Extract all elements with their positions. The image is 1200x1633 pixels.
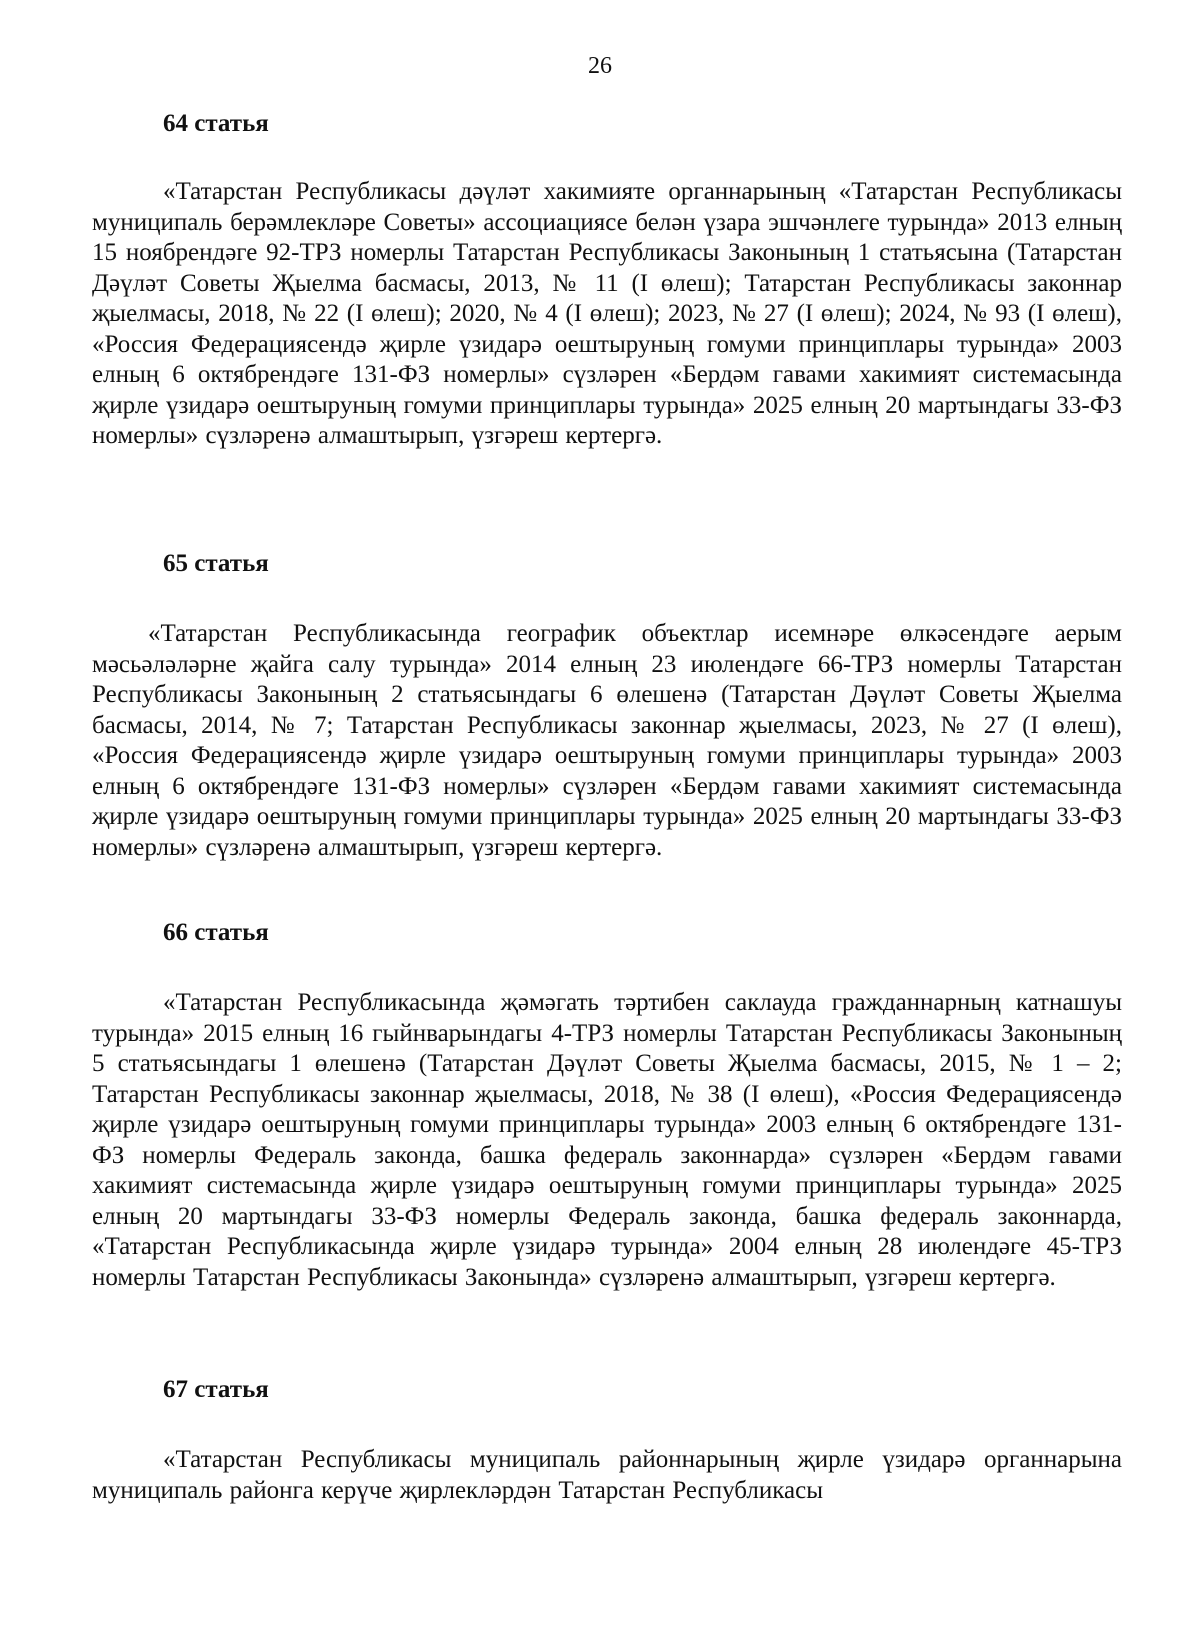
article-text: «Татарстан Республикасы муниципаль районнарының җирле үзидарә органнарына муниципаль районга керүче җирлекләрдән Татарстан Республикасы <box>92 1446 1122 1504</box>
article-text: «Татарстан Республикасында җәмәгать тәртибен саклауда гражданнарның катнашуы турында» 2015 елның 16 гыйнварындагы 4-ТРЗ номерлы Татарстан Республикасы Законының 5 статьясындагы 1 өлешенә (Татарстан Дәүләт Советы Җыелма басмасы, 2015, № 1 – 2; Татарстан Республикасы законнар җыелмасы, 2018, № 38 (I өлеш), «Россия Федерациясендә җирле үзидарә оештыруның гомуми принциплары турында» 2003 елның 6 октябрендәге 131-ФЗ номерлы Федераль законда, башка федераль законнарда» сүзләрен «Бердәм гавами хакимият системасында җирле үзидарә оештыруның гомуми принциплары турында» 2025 елның 20 мартындагы 33-ФЗ номерлы Федераль законда, башка федераль законнарда, «Татарстан Республикасында җирле үзидарә турында» 2004 елның 28 июлендәге 45-ТРЗ номерлы Татарстан Республикасы Законында» сүзләренә алмаштырып, үзгәреш кертергә. <box>92 989 1122 1291</box>
article-64 <box>92 109 1122 452</box>
article-title: 67 статья <box>163 1376 269 1403</box>
page-number: 26 <box>588 53 612 79</box>
article-title: 65 статья <box>163 550 269 577</box>
article-text: «Татарстан Республикасы дәүләт хакимияте органнарының «Татарстан Республикасы муниципаль берәмлекләре Советы» ассоциациясе белән үзара эшчәнлеге турында» 2013 елның 15 ноябрендәге 92-ТРЗ номерлы Татарстан Республикасы Законының 1 статьясына (Татарстан Дәүләт Советы Җыелма басмасы, 2013, № 11 (I өлеш); Татарстан Республикасы законнар җыелмасы, 2018, № 22 (I өлеш); 2020, № 4 (I өлеш); 2023, № 27 (I өлеш); 2024, № 93 (I өлеш), «Россия Федерациясендә җирле үзидарә оештыруның гомуми принциплары турында» 2003 елның 6 октябрендәге 131-ФЗ номерлы» сүзләрен «Бердәм гавами хакимият системасында җирле үзидарә оештыруның гомуми принциплары турында» 2025 елның 20 мартындагы 33-ФЗ номерлы» сүзләренә алмаштырып, үзгәреш кертергә. <box>92 178 1122 449</box>
article-66 <box>92 918 1122 1293</box>
article-67 <box>92 1375 1122 1506</box>
article-title: 66 статья <box>163 919 269 946</box>
article-65 <box>92 549 1122 863</box>
article-title: 64 статья <box>163 110 269 137</box>
article-text: «Татарстан Республикасында географик объектлар исемнәре өлкәсендәге аерым мәсьәләләрне җайга салу турында» 2014 елның 23 июлендәге 66-ТРЗ номерлы Татарстан Республикасы Законының 2 статьясындагы 6 өлешенә (Татарстан Дәүләт Советы Җыелма басмасы, 2014, № 7; Татарстан Республикасы законнар җыелмасы, 2023, № 27 (I өлеш), «Россия Федерациясендә җирле үзидарә оештыруның гомуми принциплары турында» 2003 елның 6 октябрендәге 131-ФЗ номерлы» сүзләрен «Бердәм гавами хакимият системасында җирле үзидарә оештыруның гомуми принциплары турында» 2025 елның 20 мартындагы 33-ФЗ номерлы» сүзләренә алмаштырып, үзгәреш кертергә. <box>92 620 1122 861</box>
